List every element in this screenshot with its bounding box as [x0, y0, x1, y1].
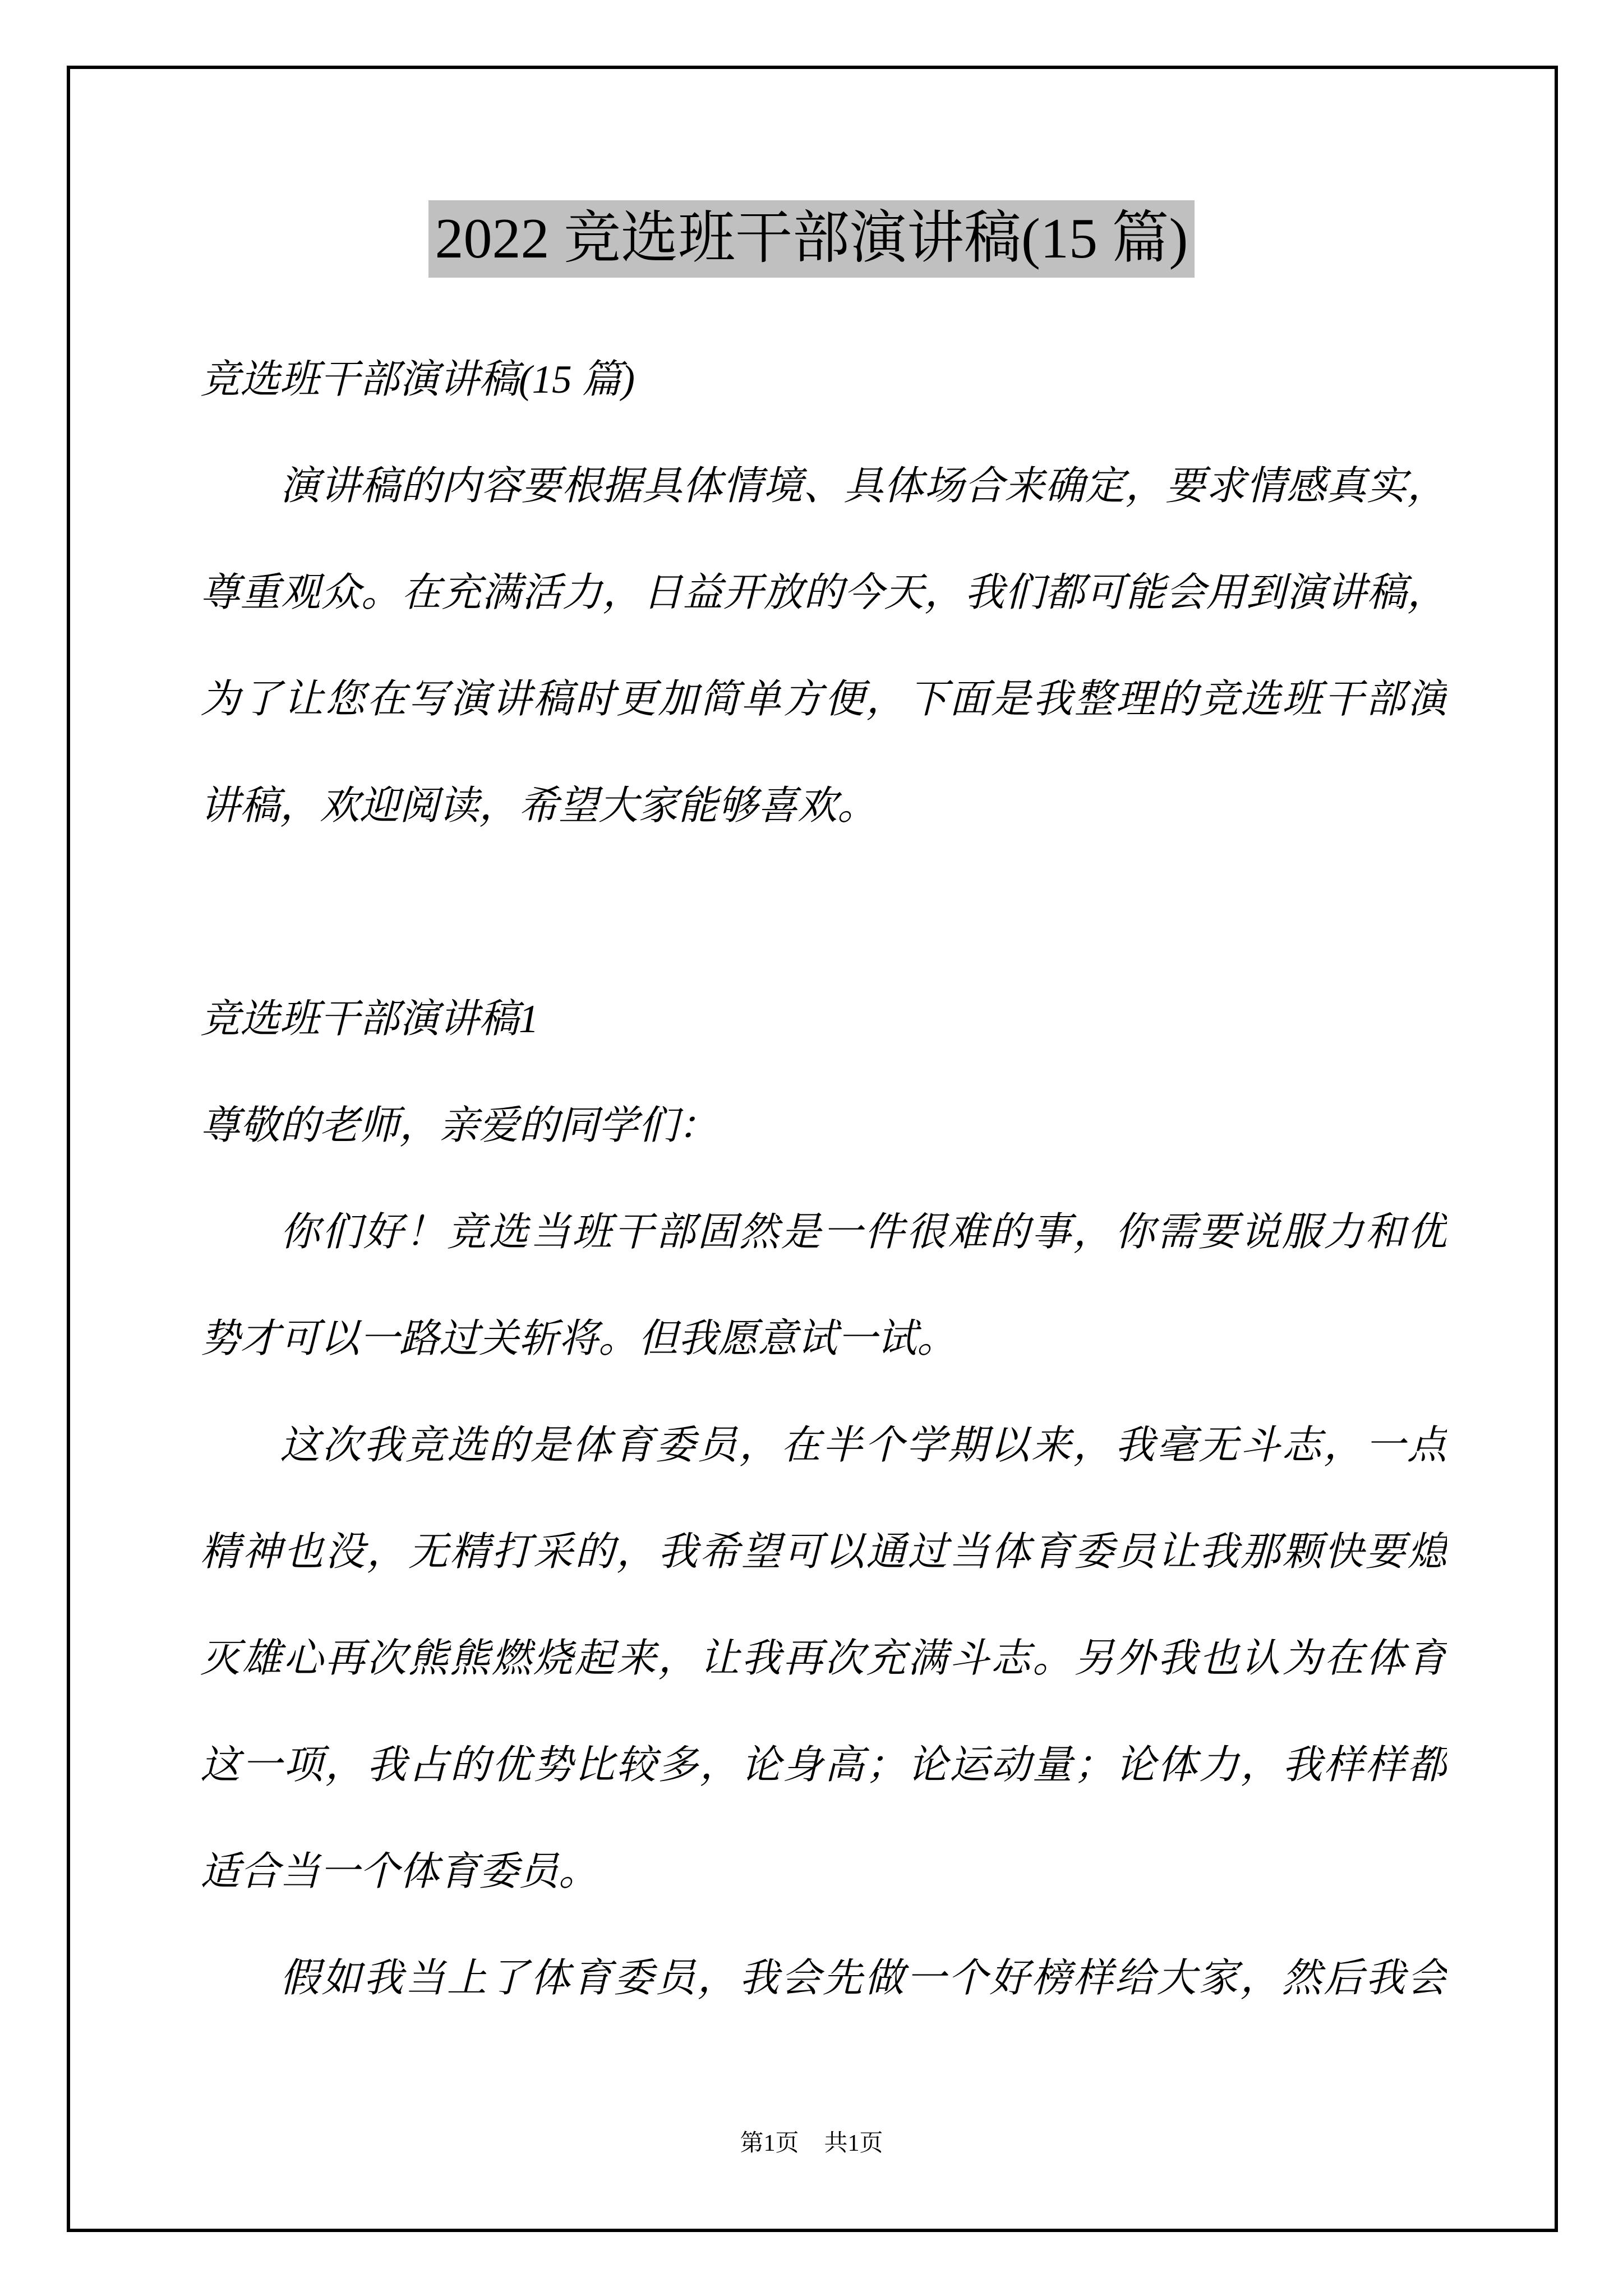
text-line: 竞选班干部演讲稿1: [200, 997, 539, 1041]
text-line: 这次我竞选的是体育委员，在半个学期以来，我毫无斗志，一点: [280, 1424, 1447, 1467]
text-line: 竞选班干部演讲稿(15 篇): [200, 358, 635, 402]
text-line: 尊重观众。在充满活力，日益开放的今天，我们都可能会用到演讲稿，: [200, 571, 1447, 615]
text-line: 假如我当上了体育委员，我会先做一个好榜样给大家，然后我会: [280, 1957, 1447, 2000]
page-number-total: 共1页: [824, 2131, 883, 2156]
text-line: 适合当一个体育委员。: [200, 1850, 599, 1894]
text-line: 势才可以一路过关斩将。但我愿意试一试。: [200, 1317, 957, 1361]
title-row: [0, 200, 1623, 278]
text-line: 讲稿，欢迎阅读，希望大家能够喜欢。: [200, 784, 878, 828]
text-line: [200, 859, 1447, 966]
text-line: 精神也没，无精打采的，我希望可以通过当体育委员让我那颗快要熄: [200, 1530, 1447, 1574]
page-number-current: 第1页: [740, 2131, 799, 2156]
text-line: 灭雄心再次熊熊燃烧起来，让我再次充满斗志。另外我也认为在体育: [200, 1637, 1447, 1681]
document-body: [200, 326, 1447, 2032]
text-line: 尊敬的老师，亲爱的同学们：: [200, 1104, 718, 1148]
page-footer: [0, 2130, 1623, 2157]
document-title: 2022 竞选班干部演讲稿(15 篇): [428, 200, 1195, 278]
text-line: 你们好！竞选当班干部固然是一件很难的事，你需要说服力和优: [280, 1211, 1447, 1254]
text-line: 这一项，我占的优势比较多，论身高；论运动量；论体力，我样样都: [200, 1743, 1447, 1787]
text-line: 演讲稿的内容要根据具体情境、具体场合来确定，要求情感真实，: [280, 464, 1447, 508]
text-line: 为了让您在写演讲稿时更加简单方便，下面是我整理的竞选班干部演: [200, 678, 1447, 721]
